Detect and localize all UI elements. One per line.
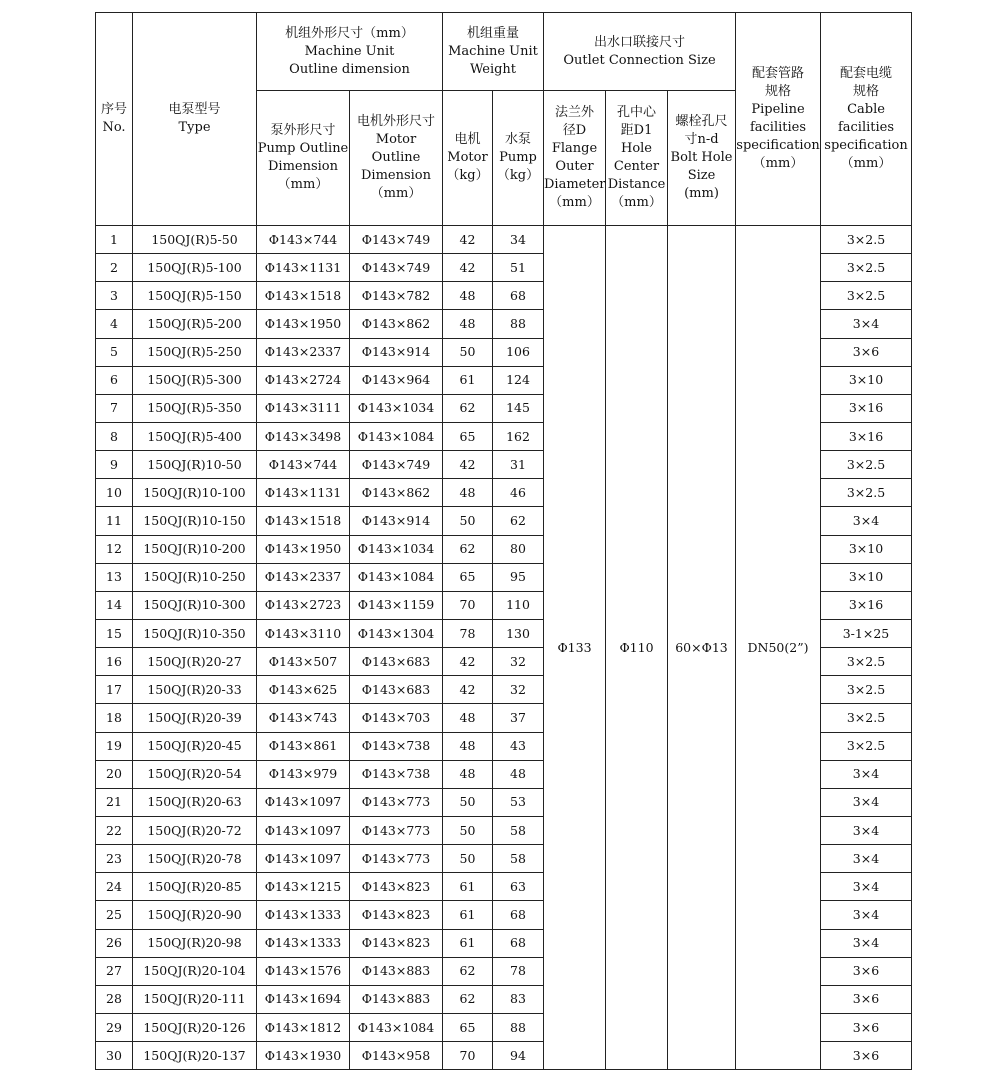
- cell-pump-weight: 46: [493, 479, 544, 507]
- header-line: No.: [102, 120, 126, 135]
- cell-pump-weight: 68: [493, 929, 544, 957]
- cell-pump-outline: Φ143×1576: [257, 957, 350, 985]
- cell-cable-spec: 3×6: [821, 985, 912, 1013]
- cell-motor-weight: 42: [443, 676, 493, 704]
- header-motor-outline: [350, 91, 443, 226]
- cell-bolt-hole-size: 60×Φ13: [668, 226, 736, 1070]
- cell-pump-outline: Φ143×3111: [257, 394, 350, 422]
- cell-no: 28: [96, 985, 133, 1013]
- cell-motor-weight: 50: [443, 816, 493, 844]
- cell-no: 11: [96, 507, 133, 535]
- cell-pump-outline: Φ143×507: [257, 648, 350, 676]
- header-line: 机组重量: [466, 25, 519, 41]
- cell-motor-weight: 42: [443, 648, 493, 676]
- cell-type: 150QJ(R)20-111: [133, 985, 257, 1013]
- cell-motor-weight: 61: [443, 366, 493, 394]
- header-line: 配套电缆: [839, 66, 892, 81]
- cell-pump-outline: Φ143×1097: [257, 816, 350, 844]
- cell-type: 150QJ(R)5-100: [133, 254, 257, 282]
- header-line: Pump Outline: [257, 141, 349, 156]
- header-type: [133, 13, 257, 226]
- header-line: Motor: [447, 150, 488, 165]
- header-line: （kg）: [446, 168, 489, 183]
- cell-motor-outline: Φ143×1034: [350, 535, 443, 563]
- header-outline-dimension: [257, 13, 443, 91]
- header-line: specification: [736, 138, 820, 153]
- cell-cable-spec: 3×4: [821, 507, 912, 535]
- cell-no: 4: [96, 310, 133, 338]
- cell-type: 150QJ(R)20-98: [133, 929, 257, 957]
- cell-type: 150QJ(R)20-45: [133, 732, 257, 760]
- cell-type: 150QJ(R)20-104: [133, 957, 257, 985]
- cell-pipeline-spec: DN50(2”): [736, 226, 821, 1070]
- cell-motor-weight: 70: [443, 1042, 493, 1070]
- cell-type: 150QJ(R)10-250: [133, 563, 257, 591]
- cell-motor-outline: Φ143×749: [350, 226, 443, 254]
- cell-no: 24: [96, 873, 133, 901]
- header-line: （mm）: [549, 195, 600, 210]
- cell-cable-spec: 3×10: [821, 535, 912, 563]
- header-line: Outlet Connection Size: [563, 52, 716, 68]
- cell-type: 150QJ(R)5-250: [133, 338, 257, 366]
- cell-pump-outline: Φ143×1694: [257, 985, 350, 1013]
- header-line: Weight: [469, 61, 517, 77]
- cell-pump-weight: 68: [493, 901, 544, 929]
- cell-cable-spec: 3×6: [821, 338, 912, 366]
- cell-no: 18: [96, 704, 133, 732]
- header-line: 出水口联接尺寸: [593, 34, 685, 50]
- header-pump-weight: [493, 91, 544, 226]
- cell-type: 150QJ(R)5-50: [133, 226, 257, 254]
- cell-type: 150QJ(R)10-100: [133, 479, 257, 507]
- cell-no: 30: [96, 1042, 133, 1070]
- cell-motor-outline: Φ143×773: [350, 845, 443, 873]
- header-line: Motor Outline: [371, 132, 421, 165]
- cell-type: 150QJ(R)20-90: [133, 901, 257, 929]
- header-line: Outer: [555, 159, 594, 174]
- cell-cable-spec: 3×10: [821, 366, 912, 394]
- cell-motor-weight: 50: [443, 845, 493, 873]
- cell-motor-weight: 48: [443, 310, 493, 338]
- cell-no: 27: [96, 957, 133, 985]
- header-line: Size: [687, 168, 716, 183]
- cell-cable-spec: 3×2.5: [821, 282, 912, 310]
- header-line: 径D: [562, 123, 587, 138]
- header-line: 配套管路: [751, 66, 804, 81]
- header-line: 寸n-d: [684, 132, 719, 147]
- header-line: 孔中心: [616, 105, 656, 120]
- cell-motor-outline: Φ143×683: [350, 676, 443, 704]
- header-pipeline-spec: [736, 13, 821, 226]
- header-line: 规格: [764, 84, 791, 99]
- cell-motor-outline: Φ143×1304: [350, 619, 443, 647]
- cell-motor-weight: 65: [443, 1013, 493, 1041]
- cell-pump-outline: Φ143×2337: [257, 338, 350, 366]
- header-line: Machine Unit: [304, 43, 395, 59]
- cell-pump-weight: 106: [493, 338, 544, 366]
- cell-pump-weight: 124: [493, 366, 544, 394]
- cell-pump-weight: 88: [493, 310, 544, 338]
- cell-type: 150QJ(R)20-72: [133, 816, 257, 844]
- header-motor-weight: [443, 91, 493, 226]
- cell-no: 1: [96, 226, 133, 254]
- cell-motor-weight: 62: [443, 957, 493, 985]
- cell-no: 15: [96, 619, 133, 647]
- cell-type: 150QJ(R)10-350: [133, 619, 257, 647]
- cell-pump-weight: 43: [493, 732, 544, 760]
- cell-pump-outline: Φ143×1333: [257, 929, 350, 957]
- cell-pump-outline: Φ143×1215: [257, 873, 350, 901]
- cell-motor-weight: 50: [443, 788, 493, 816]
- cell-motor-weight: 50: [443, 338, 493, 366]
- cell-cable-spec: 3×6: [821, 1042, 912, 1070]
- header-line: Cable: [847, 102, 885, 117]
- cell-motor-weight: 78: [443, 619, 493, 647]
- cell-pump-outline: Φ143×1518: [257, 282, 350, 310]
- header-line: Diameter: [544, 177, 606, 192]
- cell-motor-outline: Φ143×862: [350, 479, 443, 507]
- cell-no: 6: [96, 366, 133, 394]
- cell-no: 2: [96, 254, 133, 282]
- pump-spec-table: [95, 12, 912, 1070]
- cell-cable-spec: 3×2.5: [821, 648, 912, 676]
- cell-motor-outline: Φ143×773: [350, 816, 443, 844]
- cell-type: 150QJ(R)20-137: [133, 1042, 257, 1070]
- cell-pump-weight: 78: [493, 957, 544, 985]
- cell-pump-weight: 62: [493, 507, 544, 535]
- header-line: 规格: [852, 84, 879, 99]
- header-line: 水泵: [504, 132, 531, 147]
- header-line: Hole: [620, 141, 652, 156]
- cell-no: 5: [96, 338, 133, 366]
- header-line: （mm）: [840, 156, 892, 171]
- cell-pump-outline: Φ143×625: [257, 676, 350, 704]
- cell-pump-weight: 37: [493, 704, 544, 732]
- cell-pump-outline: Φ143×1131: [257, 479, 350, 507]
- header-line: Bolt Hole: [670, 150, 733, 165]
- cell-pump-outline: Φ143×1333: [257, 901, 350, 929]
- cell-cable-spec: 3×4: [821, 929, 912, 957]
- cell-motor-weight: 65: [443, 563, 493, 591]
- header-line: Distance: [607, 177, 666, 192]
- cell-type: 150QJ(R)10-150: [133, 507, 257, 535]
- header-bolt-hole-size: [668, 91, 736, 226]
- cell-cable-spec: 3×16: [821, 422, 912, 450]
- cell-type: 150QJ(R)10-300: [133, 591, 257, 619]
- cell-pump-weight: 145: [493, 394, 544, 422]
- cell-cable-spec: 3×4: [821, 845, 912, 873]
- cell-pump-weight: 53: [493, 788, 544, 816]
- cell-pump-outline: Φ143×2723: [257, 591, 350, 619]
- cell-no: 29: [96, 1013, 133, 1041]
- cell-motor-weight: 65: [443, 422, 493, 450]
- header-line: 电机: [454, 132, 481, 147]
- cell-motor-outline: Φ143×703: [350, 704, 443, 732]
- header-no: [96, 13, 133, 226]
- cell-no: 10: [96, 479, 133, 507]
- cell-pump-outline: Φ143×1930: [257, 1042, 350, 1070]
- header-cable-spec: [821, 13, 912, 226]
- cell-no: 20: [96, 760, 133, 788]
- cell-flange-diameter: Φ133: [544, 226, 606, 1070]
- header-line: （mm）: [611, 195, 662, 210]
- cell-pump-outline: Φ143×1518: [257, 507, 350, 535]
- cell-no: 9: [96, 451, 133, 479]
- cell-no: 16: [96, 648, 133, 676]
- header-line: facilities: [749, 120, 807, 135]
- cell-pump-weight: 58: [493, 816, 544, 844]
- cell-motor-outline: Φ143×1084: [350, 1013, 443, 1041]
- cell-motor-outline: Φ143×914: [350, 338, 443, 366]
- cell-motor-outline: Φ143×958: [350, 1042, 443, 1070]
- cell-type: 150QJ(R)20-78: [133, 845, 257, 873]
- cell-pump-weight: 68: [493, 282, 544, 310]
- cell-pump-weight: 95: [493, 563, 544, 591]
- cell-pump-outline: Φ143×3498: [257, 422, 350, 450]
- cell-pump-outline: Φ143×2724: [257, 366, 350, 394]
- cell-hole-center-distance: Φ110: [606, 226, 668, 1070]
- cell-motor-outline: Φ143×862: [350, 310, 443, 338]
- cell-motor-outline: Φ143×773: [350, 788, 443, 816]
- header-line: 法兰外: [554, 105, 594, 120]
- cell-motor-outline: Φ143×749: [350, 451, 443, 479]
- header-unit-weight: [443, 13, 544, 91]
- cell-motor-outline: Φ143×1159: [350, 591, 443, 619]
- cell-motor-outline: Φ143×883: [350, 957, 443, 985]
- cell-motor-weight: 61: [443, 929, 493, 957]
- cell-motor-weight: 62: [443, 535, 493, 563]
- cell-cable-spec: 3×2.5: [821, 676, 912, 704]
- header-line: Pump: [499, 150, 537, 165]
- cell-motor-weight: 70: [443, 591, 493, 619]
- cell-pump-outline: Φ143×744: [257, 226, 350, 254]
- cell-cable-spec: 3×2.5: [821, 451, 912, 479]
- cell-type: 150QJ(R)20-33: [133, 676, 257, 704]
- cell-pump-outline: Φ143×861: [257, 732, 350, 760]
- cell-pump-outline: Φ143×1131: [257, 254, 350, 282]
- cell-motor-outline: Φ143×823: [350, 873, 443, 901]
- header-line: （mm）: [277, 177, 329, 192]
- cell-type: 150QJ(R)20-63: [133, 788, 257, 816]
- cell-pump-weight: 31: [493, 451, 544, 479]
- cell-cable-spec: 3×6: [821, 957, 912, 985]
- cell-motor-outline: Φ143×1034: [350, 394, 443, 422]
- cell-type: 150QJ(R)20-27: [133, 648, 257, 676]
- cell-pump-weight: 51: [493, 254, 544, 282]
- cell-motor-weight: 42: [443, 451, 493, 479]
- cell-motor-weight: 48: [443, 704, 493, 732]
- cell-cable-spec: 3×2.5: [821, 479, 912, 507]
- header-line: 序号: [100, 102, 127, 117]
- cell-motor-weight: 48: [443, 732, 493, 760]
- cell-cable-spec: 3×2.5: [821, 732, 912, 760]
- cell-no: 14: [96, 591, 133, 619]
- cell-cable-spec: 3×4: [821, 788, 912, 816]
- cell-no: 13: [96, 563, 133, 591]
- header-line: 电机外形尺寸: [356, 114, 435, 129]
- cell-motor-weight: 62: [443, 394, 493, 422]
- header-line: Outline dimension: [289, 61, 410, 77]
- cell-no: 26: [96, 929, 133, 957]
- cell-pump-outline: Φ143×1097: [257, 788, 350, 816]
- cell-no: 7: [96, 394, 133, 422]
- cell-motor-weight: 48: [443, 479, 493, 507]
- cell-cable-spec: 3×4: [821, 310, 912, 338]
- cell-cable-spec: 3×16: [821, 394, 912, 422]
- header-line: Dimension: [267, 159, 338, 174]
- header-line: Flange: [551, 141, 598, 156]
- cell-type: 150QJ(R)20-85: [133, 873, 257, 901]
- cell-cable-spec: 3×4: [821, 760, 912, 788]
- cell-pump-weight: 63: [493, 873, 544, 901]
- cell-motor-weight: 62: [443, 985, 493, 1013]
- cell-pump-outline: Φ143×743: [257, 704, 350, 732]
- cell-motor-outline: Φ143×738: [350, 760, 443, 788]
- cell-pump-weight: 130: [493, 619, 544, 647]
- table-row: [96, 226, 912, 254]
- cell-type: 150QJ(R)5-150: [133, 282, 257, 310]
- cell-motor-outline: Φ143×1084: [350, 563, 443, 591]
- header-line: Center: [613, 159, 660, 174]
- cell-cable-spec: 3×4: [821, 873, 912, 901]
- header-line: 螺栓孔尺: [675, 114, 728, 129]
- cell-type: 150QJ(R)20-54: [133, 760, 257, 788]
- cell-no: 25: [96, 901, 133, 929]
- header-line: （kg）: [496, 168, 540, 183]
- cell-pump-outline: Φ143×1950: [257, 310, 350, 338]
- cell-pump-weight: 48: [493, 760, 544, 788]
- cell-cable-spec: 3×10: [821, 563, 912, 591]
- cell-motor-weight: 48: [443, 282, 493, 310]
- cell-pump-weight: 80: [493, 535, 544, 563]
- cell-cable-spec: 3-1×25: [821, 619, 912, 647]
- cell-motor-weight: 42: [443, 254, 493, 282]
- cell-motor-weight: 61: [443, 901, 493, 929]
- cell-type: 150QJ(R)20-39: [133, 704, 257, 732]
- cell-type: 150QJ(R)5-350: [133, 394, 257, 422]
- cell-pump-outline: Φ143×1950: [257, 535, 350, 563]
- cell-pump-outline: Φ143×1097: [257, 845, 350, 873]
- header-line: Type: [178, 120, 211, 135]
- cell-type: 150QJ(R)10-200: [133, 535, 257, 563]
- cell-type: 150QJ(R)10-50: [133, 451, 257, 479]
- cell-cable-spec: 3×2.5: [821, 254, 912, 282]
- header-outlet-connection: [544, 13, 736, 91]
- cell-motor-outline: Φ143×738: [350, 732, 443, 760]
- cell-no: 17: [96, 676, 133, 704]
- cell-pump-outline: Φ143×744: [257, 451, 350, 479]
- header-line: （mm）: [370, 186, 422, 201]
- header-line: (mm): [684, 186, 719, 201]
- header-line: specification: [824, 138, 908, 153]
- cell-pump-outline: Φ143×3110: [257, 619, 350, 647]
- cell-no: 8: [96, 422, 133, 450]
- header-pump-outline: [257, 91, 350, 226]
- cell-motor-weight: 61: [443, 873, 493, 901]
- cell-no: 3: [96, 282, 133, 310]
- cell-no: 12: [96, 535, 133, 563]
- cell-motor-outline: Φ143×749: [350, 254, 443, 282]
- cell-pump-outline: Φ143×1812: [257, 1013, 350, 1041]
- header-flange-diameter: [544, 91, 606, 226]
- cell-motor-weight: 50: [443, 507, 493, 535]
- cell-motor-outline: Φ143×683: [350, 648, 443, 676]
- cell-pump-weight: 162: [493, 422, 544, 450]
- cell-type: 150QJ(R)20-126: [133, 1013, 257, 1041]
- cell-pump-weight: 94: [493, 1042, 544, 1070]
- header-line: Dimension: [360, 168, 431, 183]
- cell-no: 22: [96, 816, 133, 844]
- cell-type: 150QJ(R)5-200: [133, 310, 257, 338]
- cell-no: 23: [96, 845, 133, 873]
- header-line: （mm）: [752, 156, 804, 171]
- header-line: 电泵型号: [168, 102, 221, 117]
- cell-pump-weight: 32: [493, 676, 544, 704]
- header-line: Machine Unit: [448, 43, 538, 59]
- cell-cable-spec: 3×16: [821, 591, 912, 619]
- cell-pump-weight: 88: [493, 1013, 544, 1041]
- cell-no: 19: [96, 732, 133, 760]
- cell-pump-weight: 58: [493, 845, 544, 873]
- header-line: 距D1: [620, 123, 653, 138]
- cell-cable-spec: 3×6: [821, 1013, 912, 1041]
- cell-pump-outline: Φ143×2337: [257, 563, 350, 591]
- cell-motor-weight: 48: [443, 760, 493, 788]
- cell-motor-outline: Φ143×964: [350, 366, 443, 394]
- cell-cable-spec: 3×4: [821, 816, 912, 844]
- cell-motor-outline: Φ143×782: [350, 282, 443, 310]
- cell-pump-outline: Φ143×979: [257, 760, 350, 788]
- cell-motor-outline: Φ143×823: [350, 901, 443, 929]
- table-body: [96, 226, 912, 1070]
- cell-motor-outline: Φ143×914: [350, 507, 443, 535]
- cell-pump-weight: 32: [493, 648, 544, 676]
- header-line: 机组外形尺寸（mm）: [285, 25, 414, 41]
- cell-type: 150QJ(R)5-300: [133, 366, 257, 394]
- header-line: Pipeline: [751, 102, 805, 117]
- cell-motor-outline: Φ143×823: [350, 929, 443, 957]
- cell-motor-outline: Φ143×1084: [350, 422, 443, 450]
- cell-pump-weight: 83: [493, 985, 544, 1013]
- cell-motor-weight: 42: [443, 226, 493, 254]
- cell-motor-outline: Φ143×883: [350, 985, 443, 1013]
- cell-type: 150QJ(R)5-400: [133, 422, 257, 450]
- cell-pump-weight: 110: [493, 591, 544, 619]
- header-line: 泵外形尺寸: [270, 123, 336, 138]
- cell-cable-spec: 3×2.5: [821, 226, 912, 254]
- cell-cable-spec: 3×2.5: [821, 704, 912, 732]
- header-hole-center-distance: [606, 91, 668, 226]
- cell-cable-spec: 3×4: [821, 901, 912, 929]
- cell-pump-weight: 34: [493, 226, 544, 254]
- cell-no: 21: [96, 788, 133, 816]
- header-line: facilities: [837, 120, 895, 135]
